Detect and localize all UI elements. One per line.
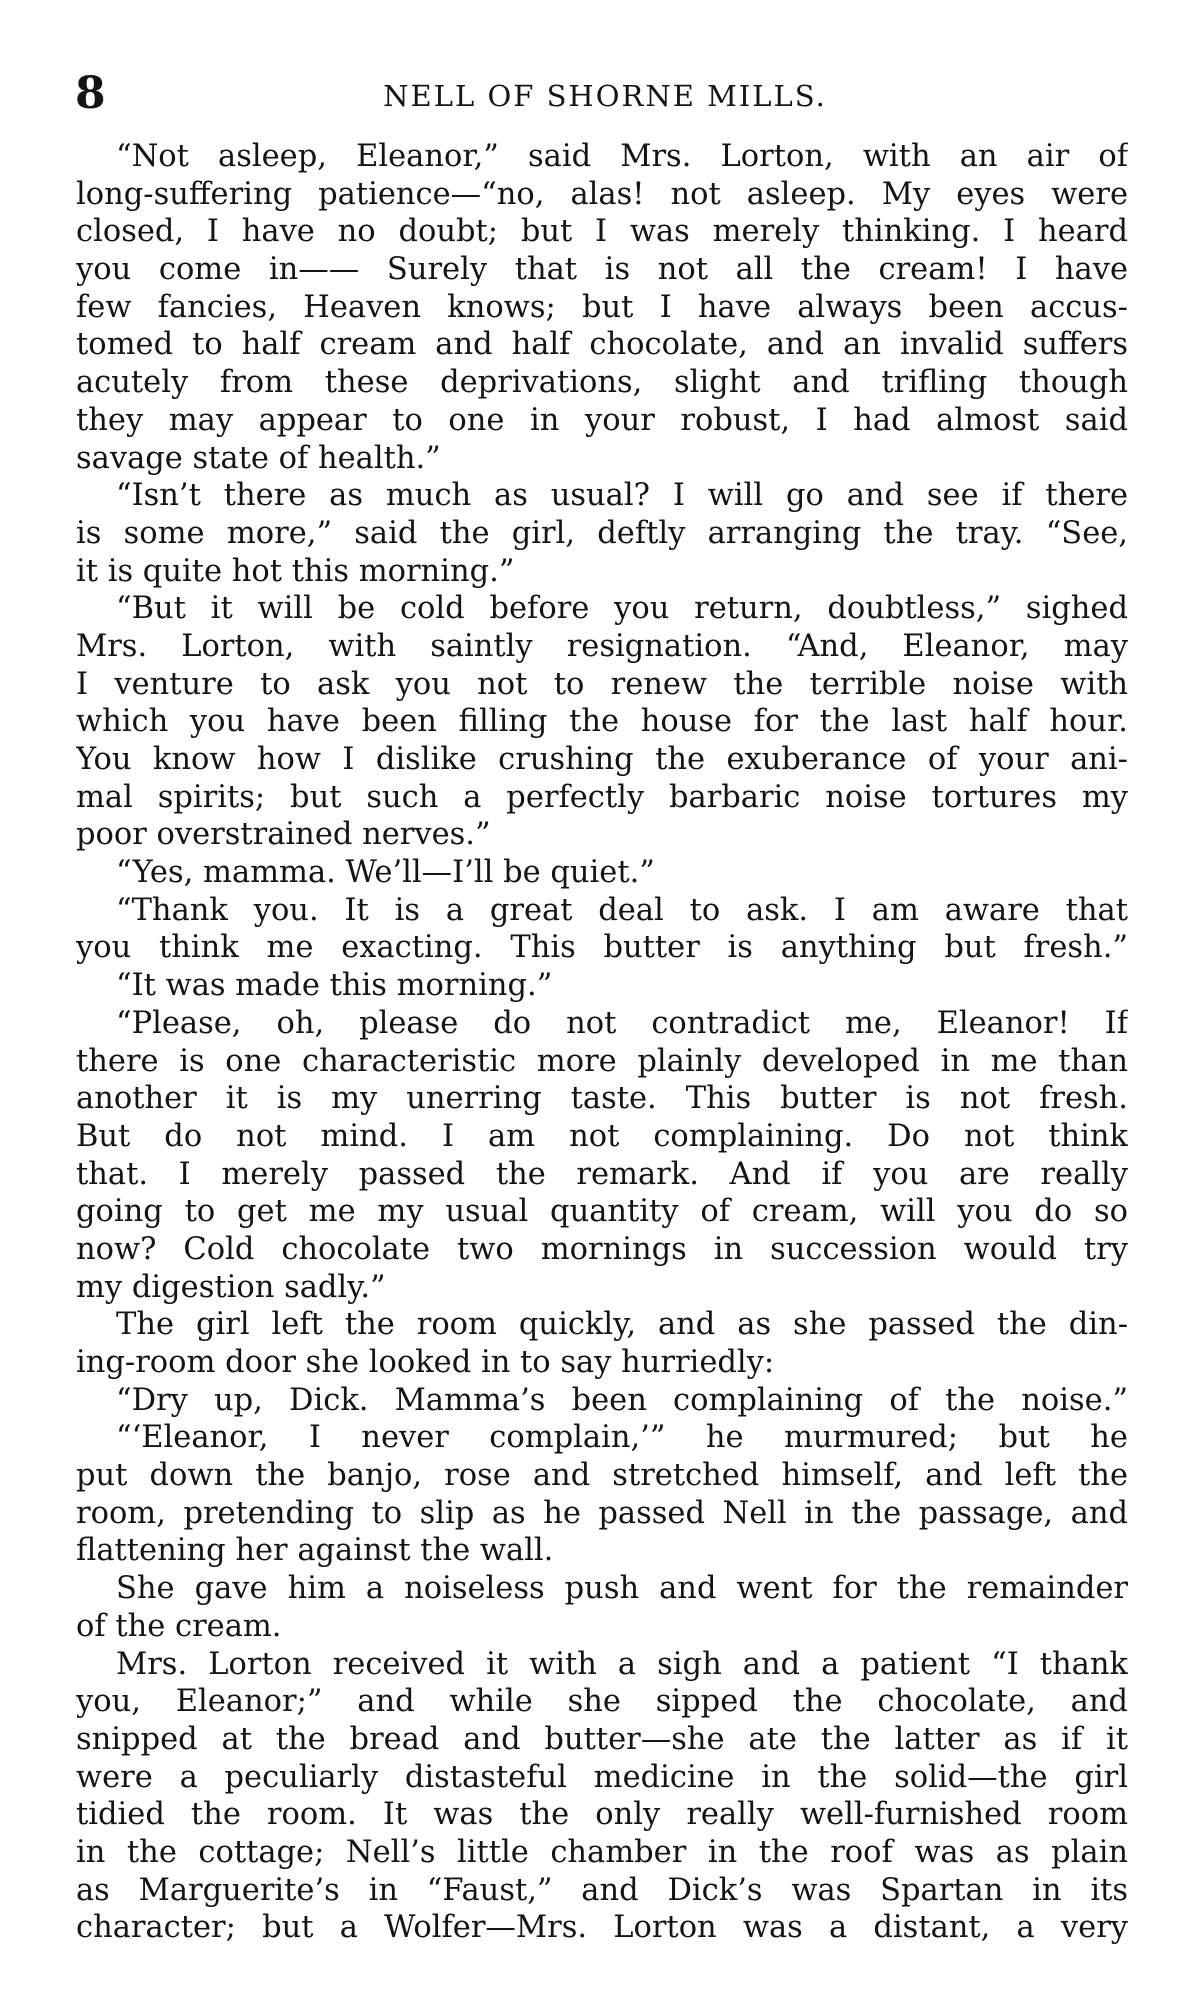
text-line: you come in—— Surely that is not all the cream! I have <box>76 252 1128 288</box>
text-line: they may appear to one in your robust, I had almost said <box>76 402 1128 438</box>
text-line: savage state of health.” <box>76 440 441 476</box>
text-line: ing-room door she looked in to say hurriedly: <box>76 1345 775 1380</box>
text-line: mal spirits; but such a perfectly barbaric noise tortures my <box>76 779 1128 815</box>
text-line: “It was made this morning.” <box>116 968 553 1004</box>
text-line: you, Eleanor;” and while she sipped the chocolate, and <box>76 1684 1128 1720</box>
text-line: my digestion sadly.” <box>76 1269 386 1305</box>
text-line: flattening her against the wall. <box>76 1533 554 1569</box>
text-line: She gave him a noiseless push and went for the remainder <box>116 1571 1128 1607</box>
text-line: I venture to ask you not to renew the terrible noise with <box>76 666 1128 702</box>
text-line: “But it will be cold before you return, doubtless,” sighed <box>116 591 1128 627</box>
text-line: “Not asleep, Eleanor,” said Mrs. Lorton, with an air of <box>116 139 1128 174</box>
body-text <box>76 138 1128 1947</box>
text-line: tidied the room. It was the only really well-furnished room <box>76 1797 1128 1833</box>
text-line: room, pretending to slip as he passed Nell in the passage, and <box>76 1495 1128 1531</box>
text-line: as Marguerite’s in “Faust,” and Dick’s was Spartan in its <box>76 1872 1128 1908</box>
page-header <box>75 68 1125 122</box>
text-line: Mrs. Lorton received it with a sigh and a patient “I thank <box>116 1646 1128 1682</box>
text-line: there is one characteristic more plainly developed in me than <box>76 1043 1128 1079</box>
text-line: snipped at the bread and butter—she ate the latter as if it <box>76 1721 1128 1757</box>
text-line: tomed to half cream and half chocolate, and an invalid suffers <box>76 327 1128 363</box>
text-line: which you have been filling the house for the last half hour. <box>76 704 1128 740</box>
text-line: long-suffering patience—“no, alas! not asleep. My eyes were <box>76 176 1128 212</box>
text-line: another it is my unerring taste. This butter is not fresh. <box>76 1081 1128 1117</box>
text-line: character; but a Wolfer—Mrs. Lorton was a distant, a very <box>76 1910 1128 1946</box>
text-line: put down the banjo, rose and stretched himself, and left the <box>76 1458 1128 1494</box>
text-line: “Dry up, Dick. Mamma’s been complaining of the noise.” <box>116 1382 1128 1418</box>
text-line: you think me exacting. This butter is anything but fresh.” <box>76 930 1128 966</box>
text-line: in the cottage; Nell’s little chamber in the roof was as plain <box>76 1834 1128 1870</box>
text-line: poor overstrained nerves.” <box>76 817 491 853</box>
text-line: “Isn’t there as much as usual? I will go and see if there <box>116 478 1128 514</box>
text-line: “Thank you. It is a great deal to ask. I am aware that <box>116 892 1128 928</box>
page-number: 8 <box>75 68 106 119</box>
text-line: The girl left the room quickly, and as she passed the din- <box>116 1307 1128 1343</box>
text-line: Mrs. Lorton, with saintly resignation. “And, Eleanor, may <box>76 628 1128 664</box>
running-title: NELL OF SHORNE MILLS. <box>383 79 827 113</box>
text-line: closed, I have no doubt; but I was merely thinking. I heard <box>76 214 1128 250</box>
text-line: “‘Eleanor, I never complain,’” he murmured; but he <box>116 1420 1128 1456</box>
text-line: But do not mind. I am not complaining. Do not think <box>76 1118 1128 1154</box>
text-line: now? Cold chocolate two mornings in succession would try <box>76 1231 1128 1267</box>
text-line: acutely from these deprivations, slight and trifling though <box>76 365 1128 401</box>
text-line: of the cream. <box>76 1608 282 1644</box>
text-line: were a peculiarly distasteful medicine in the solid—the girl <box>76 1759 1128 1795</box>
text-line: it is quite hot this morning.” <box>76 553 515 589</box>
text-line: going to get me my usual quantity of cream, will you do so <box>76 1194 1128 1230</box>
text-line: “Yes, mamma. We’ll—I’ll be quiet.” <box>116 855 655 891</box>
text-line: You know how I dislike crushing the exuberance of your ani- <box>76 742 1128 777</box>
text-line: “Please, oh, please do not contradict me, Eleanor! If <box>116 1005 1128 1041</box>
text-line: that. I merely passed the remark. And if you are really <box>76 1156 1128 1192</box>
text-line: few fancies, Heaven knows; but I have always been accus- <box>76 289 1128 325</box>
text-line: is some more,” said the girl, deftly arranging the tray. “See, <box>76 515 1128 551</box>
